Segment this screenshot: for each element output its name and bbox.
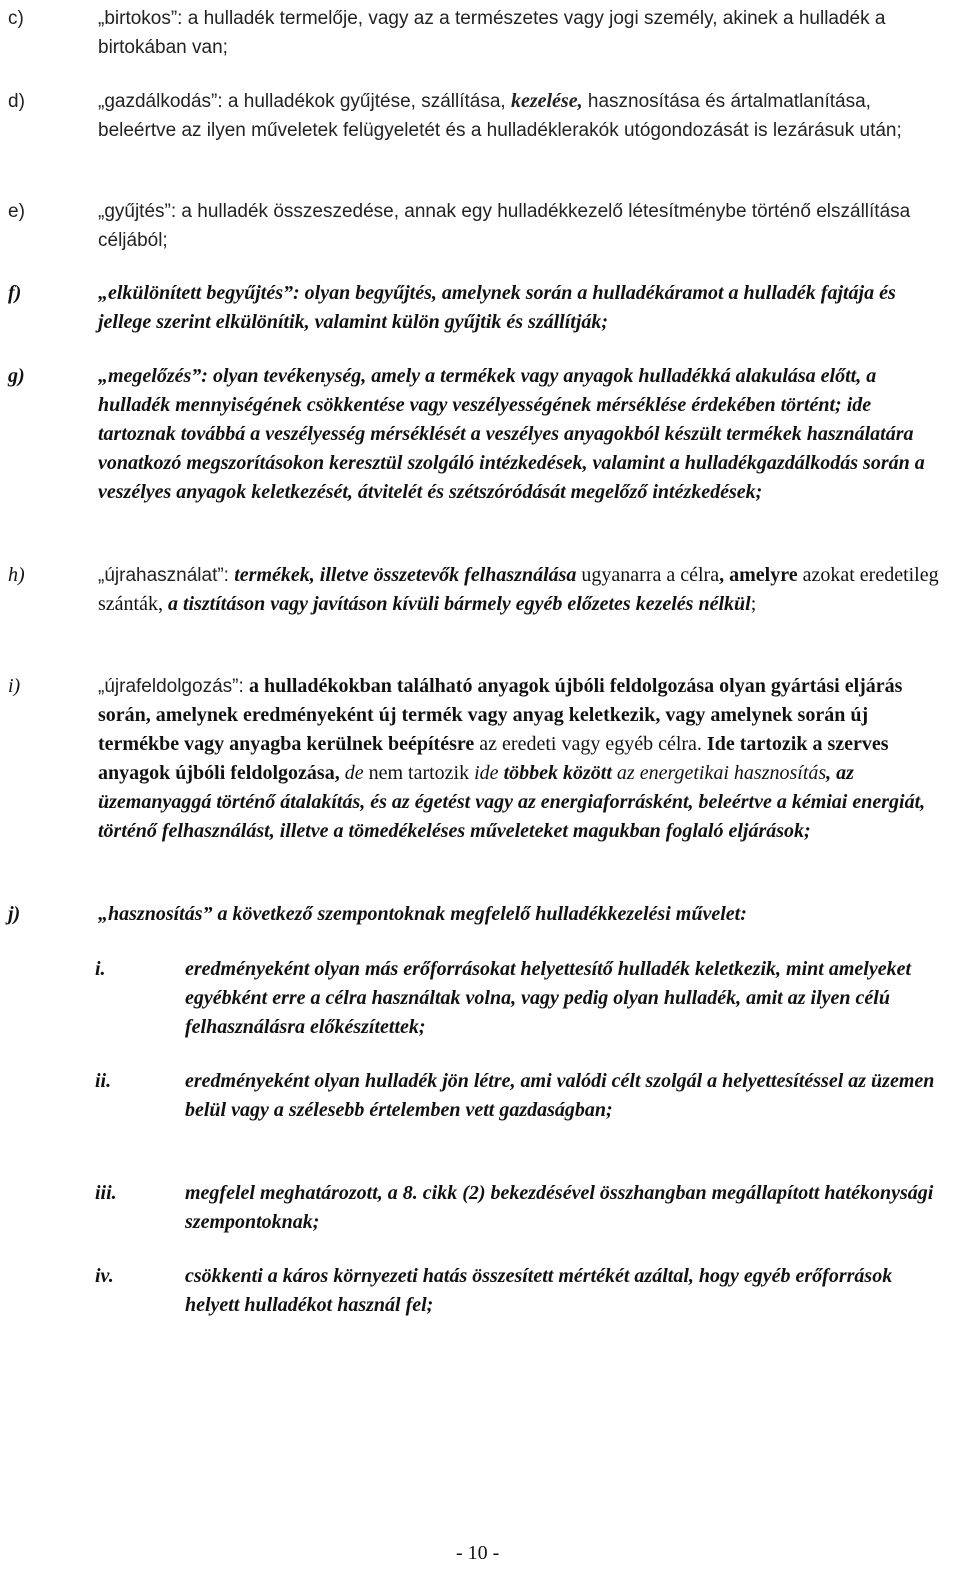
definition-text: „elkülönített begyűjtés”: olyan begyűjtés, amelynek során a hulladékáramot a hulladék fajtája és jellege szerint elkülönítik, valamint külön gyűjtik és szállítják; [98,282,896,333]
definition-h [8,561,953,619]
sub-item-iii [95,1179,950,1237]
definition-text: „birtokos”: a hulladék termelője, vagy az a természetes vagy jogi személy, akinek a hulladék a birtokában van; [98,8,886,58]
item-label: d) [8,91,25,112]
definition-text: „hasznosítás” a következő szempontoknak megfelelő hulladékkezelési művelet: [98,903,747,925]
text-run-bold: Ide tartozik a szerves anyagok újbóli feldolgozása, [98,733,889,784]
text-run: hasznosítása és ártalmatlanítása, beleértve az ilyen műveletek felügyeletét és a hulladéklerakók utógondozását is lezárásuk után; [98,91,902,141]
text-run: az eredeti vagy egyéb célra. [474,733,707,755]
definition-text [98,197,953,255]
sub-item-label: iv. [95,1265,114,1287]
sub-item-i [95,955,950,1042]
item-label: e) [8,201,25,222]
text-run-emphasis: , az üzemanyaggá történő átalakítás, és az égetést vagy az energiaforrásként, beleértve a kémiai energiát, történő felhasználást, illetve a tömedékeléses műveleteket magukban foglaló eljárások; [98,762,926,842]
text-run: „újrafeldolgozás”: [98,676,250,697]
item-label: h) [8,564,25,586]
definition-text [98,672,953,846]
page-number: - 10 - [456,1542,500,1564]
text-run: azokat eredetileg szánták, [98,564,939,615]
text-run-emphasis: termékek, illetve összetevők felhasználása [234,564,577,586]
item-label: c) [8,8,24,29]
text-run: nem tartozik [363,762,475,784]
definition-d [8,87,953,145]
item-label: j) [8,903,21,925]
definition-text: „megelőzés”: olyan tevékenység, amely a termékek vagy anyagok hulladékká alakulása előtt, a hulladék mennyiségének csökkentése vagy veszélyességének mérséklése érdekében történt; ide tartoznak továbbá a veszélyesség mérséklését a veszélyes anyagokból készült termékek használatára vonatkozó megszorításokon keresztül szolgáló intézkedések, valamint a hulladékgazdálkodás során a veszélyes anyagok keletkezését, átvitelét és szétszóródását megelőző intézkedések; [98,365,925,503]
text-run: „újrahasználat”: [98,565,235,586]
text-run-emphasis: a tisztításon vagy javításon kívüli bármely egyéb előzetes kezelés nélkül [167,593,751,615]
text-run-italic: de [339,762,364,784]
definition-f [8,279,953,337]
sub-item-iv [95,1262,950,1320]
item-label: i) [8,675,21,697]
sub-item-text: megfelel meghatározott, a 8. cikk (2) bekezdésével összhangban megállapított hatékonysági szempontoknak; [185,1182,934,1233]
sub-item-text: csökkenti a káros környezeti hatás összesített mértékét azáltal, hogy egyéb erőforrások helyett hulladékot használ fel; [185,1265,893,1316]
sub-item-text: eredményeként olyan hulladék jön létre, ami valódi célt szolgál a helyettesítéssel az üzemen belül vagy a szélesebb értelemben vett gazdaságban; [185,1070,935,1121]
definition-j [8,900,953,929]
definition-c [8,4,953,62]
sub-item-label: ii. [95,1070,112,1092]
item-label: g) [8,365,25,387]
text-run-bold: , amelyre [719,564,798,586]
sub-item-text: eredményeként olyan más erőforrásokat helyettesítő hulladék keletkezik, mint amelyeket egyébként erre a célra használtak volna, vagy pedig olyan hulladék, amit az ilyen célú felhasználásra előkészítettek; [185,958,912,1038]
definition-e [8,197,953,255]
text-run: „gazdálkodás”: a hulladékok gyűjtése, szállítása, [98,91,511,112]
text-run-emphasis: többek között [498,762,612,784]
definition-i [8,672,953,846]
definition-text [98,87,953,145]
text-run-emphasis: kezelése, [510,90,583,112]
definition-text [98,561,953,619]
text-run: ugyanarra a célra [576,564,720,586]
sub-item-ii [95,1067,950,1125]
text-run: a hulladék összeszedése, annak egy hulladékkezelő létesítménybe történő elszállítása céljából; [98,201,911,251]
sub-item-label: iii. [95,1182,117,1204]
item-label: f) [8,282,22,304]
text-run-italic: ide [474,762,499,784]
text-run-italic: az energetikai hasznosítás [611,762,827,784]
definition-g [8,362,953,507]
text-run: „gyűjtés”: [98,201,182,222]
text-run-bold: a hulladékokban található anyagok újbóli feldolgozása olyan gyártási eljárás során, amelynek eredményeként új termék vagy anyag keletkezik, vagy amelynek során új termékbe vagy anyagba kerülnek beépítésre [98,675,903,755]
text-run: ; [750,593,757,615]
sub-item-label: i. [95,958,106,980]
